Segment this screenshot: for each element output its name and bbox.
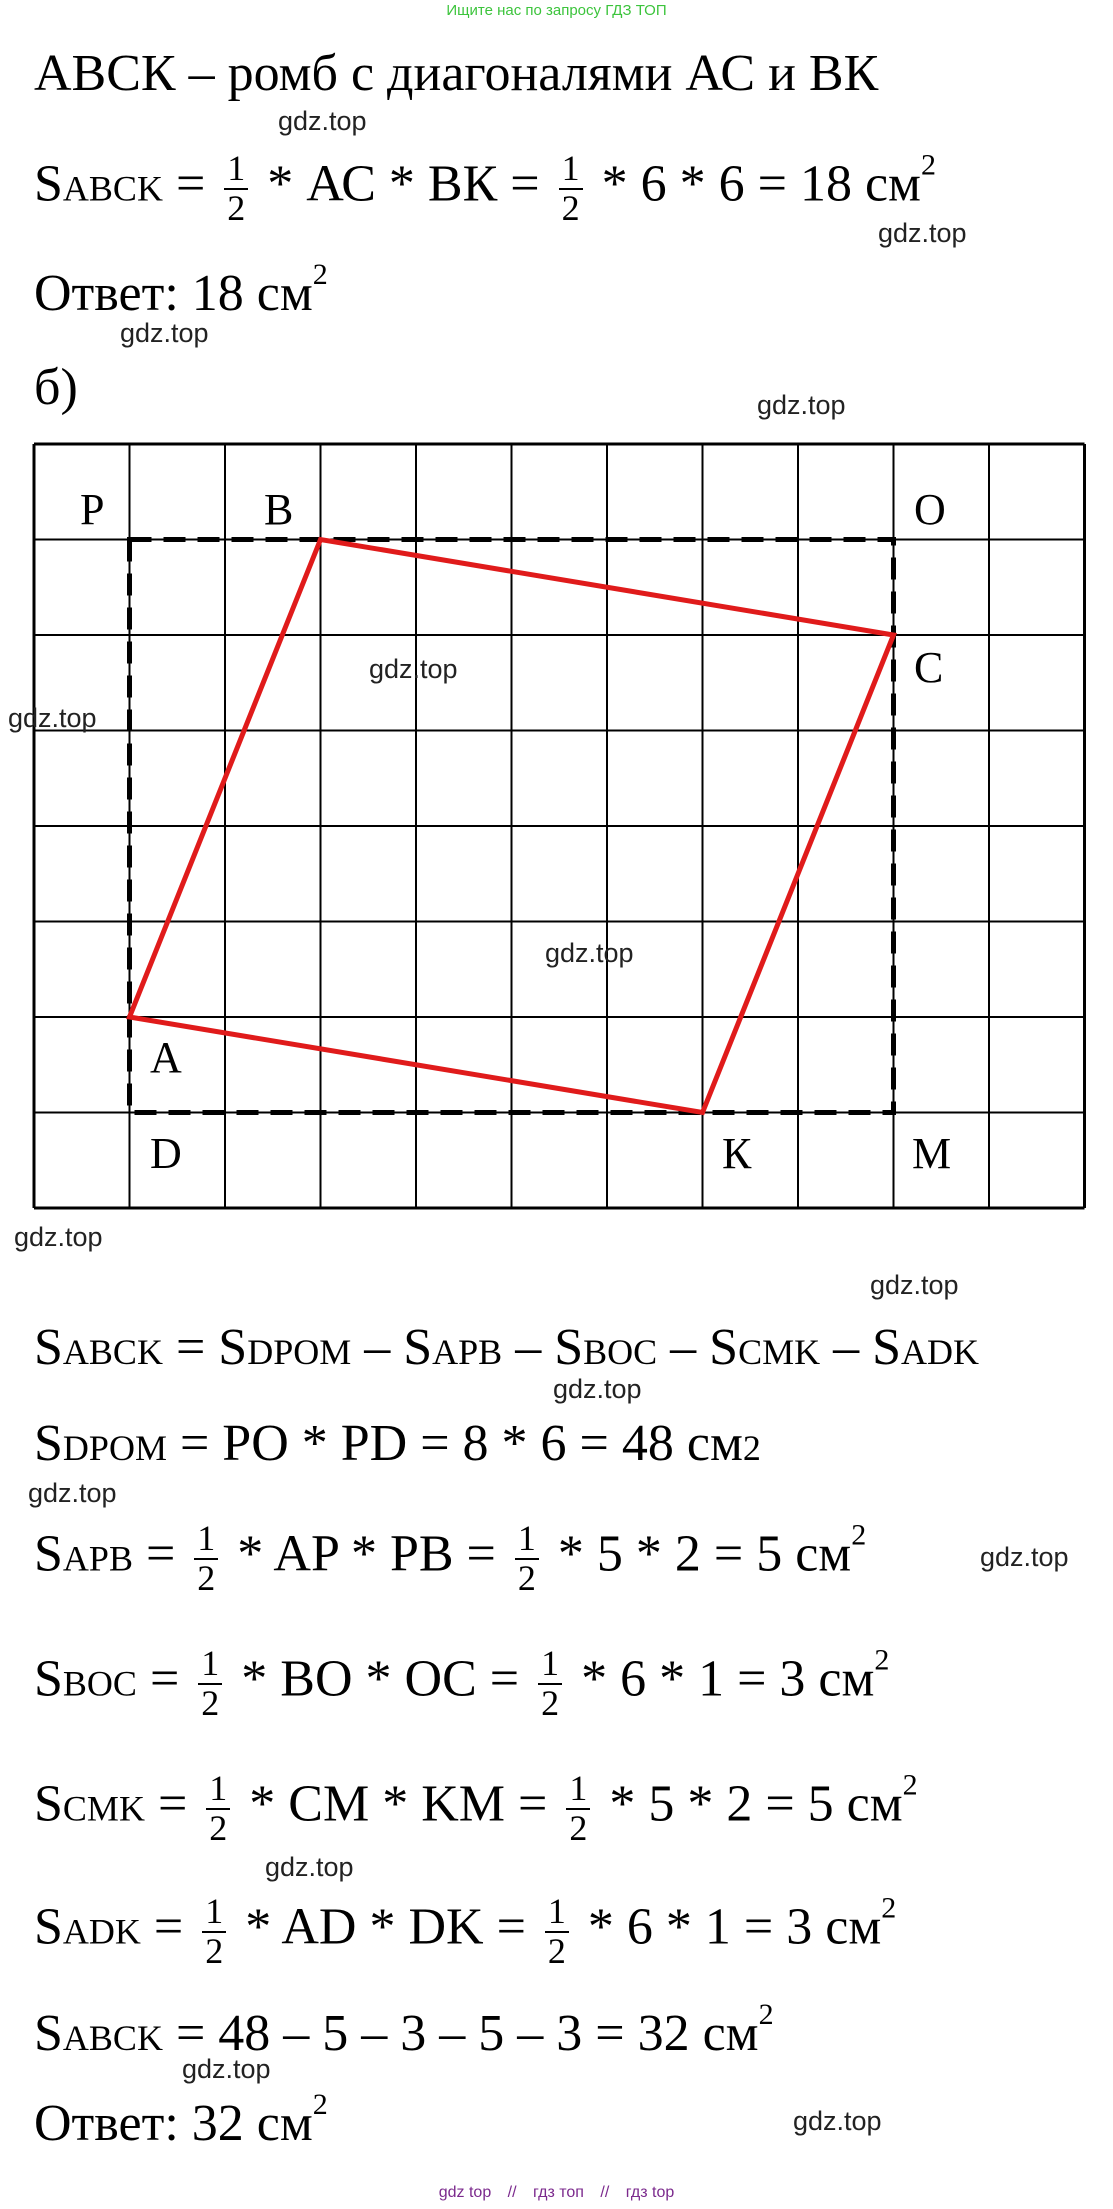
formula-triangle-ADK: SADK = $\frac{1}{2}$ * AD * DK = $\frac{1}{2}$ * 6 * 1 = 3 $см^2$	[34, 1891, 897, 1971]
point-label-M: M	[912, 1129, 952, 1178]
footer-link[interactable]: гдз top	[625, 2184, 675, 2201]
grid-figure	[30, 440, 1090, 1220]
watermark: gdz.top	[265, 1852, 354, 1882]
formula-triangle-BOC: SBOC = $\frac{1}{2}$ * BO * OC = $\frac{1}{2}$ * 6 * 1 = 3 $см^2$	[34, 1643, 890, 1723]
watermark: gdz.top	[878, 218, 967, 248]
footer-separator: //	[600, 2184, 610, 2201]
point-label-C: C	[914, 643, 944, 692]
formula-triangle-CMK: SCMK = $\frac{1}{2}$ * CM * KM = $\frac{1}{2}$ * 5 * 2 = 5 $см^2$	[34, 1768, 918, 1848]
point-label-K: К	[722, 1129, 752, 1178]
watermark: gdz.top	[545, 938, 634, 968]
watermark: gdz.top	[182, 2054, 271, 2084]
grid-lines	[34, 444, 1085, 1208]
exponent: 2	[920, 148, 936, 182]
point-label-D: D	[150, 1129, 182, 1178]
point-label-P: P	[80, 485, 105, 534]
watermark: gdz.top	[369, 654, 458, 684]
formula-rectangle-area: SDPOM = PO * PD = 8 * 6 = 48 см2	[34, 1415, 761, 1472]
watermark: gdz.top	[278, 106, 367, 136]
fraction-half: $\frac{1}{2}$	[224, 150, 248, 228]
point-label-O: O	[914, 485, 946, 534]
formula-area-difference: SABCK = SDPOM – SAPB – SBOC – SCMK – SADK	[34, 1319, 980, 1376]
footer-link[interactable]: гдз топ	[533, 2184, 584, 2201]
watermark: gdz.top	[757, 390, 846, 420]
watermark: gdz.top	[793, 2106, 882, 2136]
rhombus-statement: АВСК – ромб с диагоналями АС и ВК	[34, 45, 879, 102]
footer-link[interactable]: gdz top	[438, 2184, 492, 2201]
footer-links	[0, 2184, 1113, 2202]
watermark: gdz.top	[14, 1222, 103, 1252]
answer-a: Ответ: 18 $см^2$	[34, 258, 328, 322]
fraction-half: $\frac{1}{2}$	[559, 150, 583, 228]
watermark: gdz.top	[553, 1374, 642, 1404]
watermark: gdz.top	[28, 1478, 117, 1508]
point-label-A: A	[150, 1033, 182, 1082]
watermark: gdz.top	[980, 1542, 1069, 1572]
formula-result: * 6 * 6 = 18 см	[601, 155, 921, 213]
watermark: gdz.top	[120, 318, 209, 348]
watermark: gdz.top	[870, 1270, 959, 1300]
area-symbol: S	[34, 155, 63, 213]
footer-separator: //	[507, 2184, 517, 2201]
equals-sign: =	[175, 155, 206, 213]
top-search-link[interactable]: Ищите нас по запросу ГДЗ ТОП	[446, 2, 667, 19]
watermark: gdz.top	[8, 703, 97, 733]
formula-middle: * АС * ВК =	[267, 155, 540, 213]
point-label-B: B	[264, 485, 294, 534]
area-subscript: ABCK	[62, 168, 163, 209]
formula-final-area: SABCK = 48 – 5 – 3 – 5 – 3 = 32 $см^2$	[34, 1998, 774, 2062]
formula-triangle-APB: SAPB = $\frac{1}{2}$ * AP * PB = $\frac{1}{2}$ * 5 * 2 = 5 $см^2$	[34, 1518, 867, 1598]
area-formula-a	[34, 150, 936, 228]
part-b-label: б)	[34, 359, 78, 416]
final-answer: Ответ: 32 $см^2$	[34, 2088, 328, 2152]
